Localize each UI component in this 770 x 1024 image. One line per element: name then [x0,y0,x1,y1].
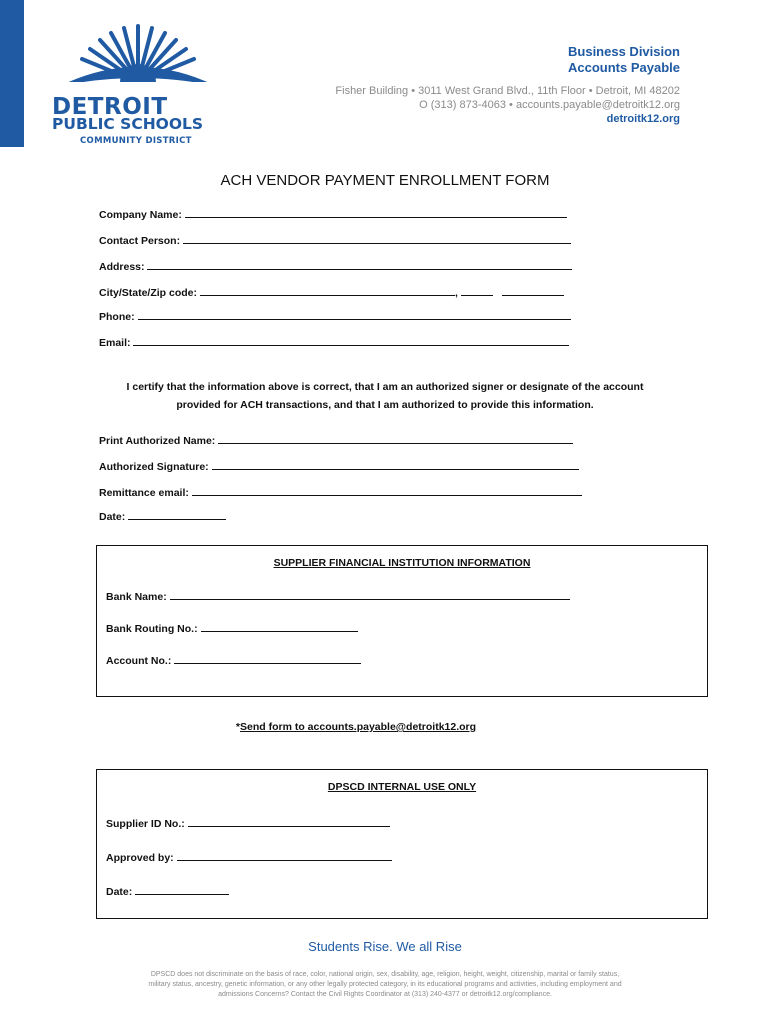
signature-field[interactable] [99,460,579,473]
phone-label: Phone: [99,311,135,323]
brand-side-bar [0,0,24,147]
send-instruction-prefix: * [235,721,241,733]
approved-by-label: Approved by: [106,852,174,864]
internal-use-box [96,769,708,919]
bank-info-box [96,545,708,697]
bank-name-field[interactable] [106,590,570,603]
print-name-field[interactable] [99,434,573,447]
contact-line: O (313) 873-4063 • accounts.payable@detroitk12.org [419,99,680,111]
zip-line[interactable] [502,286,564,296]
state-line[interactable] [461,286,493,296]
remittance-email-label: Remittance email: [99,487,189,499]
date-line[interactable] [128,510,226,520]
send-instruction [0,721,712,733]
phone-line[interactable] [138,310,571,320]
routing-number-label: Bank Routing No.: [106,623,198,635]
remittance-email-field[interactable] [99,486,582,499]
approved-by-field[interactable] [106,851,392,864]
address-line-input[interactable] [147,260,572,270]
logo-text-public-schools: PUBLIC SCHOOLS [52,115,204,133]
date-label: Date: [99,511,126,523]
company-name-line[interactable] [185,208,567,218]
contact-person-label: Contact Person: [99,235,181,247]
print-name-line[interactable] [218,434,573,444]
supplier-id-field[interactable] [106,817,390,830]
email-label: Email: [99,337,131,349]
city-state-zip-label: City/State/Zip code: [99,287,198,299]
contact-person-line[interactable] [183,234,571,244]
certification-statement [90,378,680,414]
address-label: Address: [99,261,145,273]
website-link[interactable]: detroitk12.org [606,113,680,125]
print-name-label: Print Authorized Name: [99,435,216,447]
routing-number-line[interactable] [201,622,358,632]
dpscd-logo [40,20,230,150]
footer-tagline: Students Rise. We all Rise [308,939,462,954]
routing-number-field[interactable] [106,622,358,635]
send-instruction-text[interactable]: Send form to accounts.payable@detroitk12.org [240,721,477,733]
bank-name-label: Bank Name: [106,591,167,603]
division-name: Business Division [568,44,680,59]
logo-text-community-district: COMMUNITY DISTRICT [80,136,192,146]
signature-line[interactable] [212,460,579,470]
address-field[interactable] [99,260,572,273]
city-state-zip-field[interactable] [99,286,564,299]
certification-line-2: provided for ACH transactions, and that I am authorized to provide this information. [176,399,594,411]
email-line[interactable] [133,336,569,346]
remittance-email-line[interactable] [192,486,582,496]
email-field[interactable] [99,336,569,349]
signature-label: Authorized Signature: [99,461,209,473]
date-field[interactable] [99,510,226,523]
certification-line-1: I certify that the information above is correct, that I am an authorized signer or designate of the account [126,381,644,393]
letterhead [335,44,680,126]
phone-field[interactable] [99,310,571,323]
approved-by-line[interactable] [177,851,392,861]
sunrise-icon [58,20,218,92]
account-number-label: Account No.: [106,655,172,667]
bank-name-line[interactable] [170,590,570,600]
form-title: ACH VENDOR PAYMENT ENROLLMENT FORM [220,172,550,189]
address-line: Fisher Building • 3011 West Grand Blvd., 11th Floor • Detroit, MI 48202 [335,85,680,97]
bank-info-title: SUPPLIER FINANCIAL INSTITUTION INFORMATION [273,557,531,569]
supplier-id-label: Supplier ID No.: [106,818,185,830]
internal-date-line[interactable] [135,885,229,895]
account-number-line[interactable] [174,654,361,664]
company-name-field[interactable] [99,208,567,221]
account-number-field[interactable] [106,654,361,667]
internal-date-field[interactable] [106,885,229,898]
internal-use-title: DPSCD INTERNAL USE ONLY [327,781,477,793]
logo-text-detroit: DETROIT [52,94,168,120]
department-name: Accounts Payable [568,60,680,75]
supplier-id-line[interactable] [188,817,390,827]
footer-disclaimer: DPSCD does not discriminate on the basis of race, color, national origin, sex, disability, age, religion, height, weight, citizenship, marital or family status, military status, ancestry, genetic information, or any other legally protected category, in its educational programs and activities, including employment and admissions Concerns? Contact the Civil Rights Coordinator at (313) 240-4377 or detroitk12.org/compliance. [148,971,622,998]
city-line[interactable] [200,286,455,296]
company-name-label: Company Name: [99,209,182,221]
city-state-separator: , [454,287,458,299]
internal-date-label: Date: [106,886,133,898]
contact-person-field[interactable] [99,234,571,247]
